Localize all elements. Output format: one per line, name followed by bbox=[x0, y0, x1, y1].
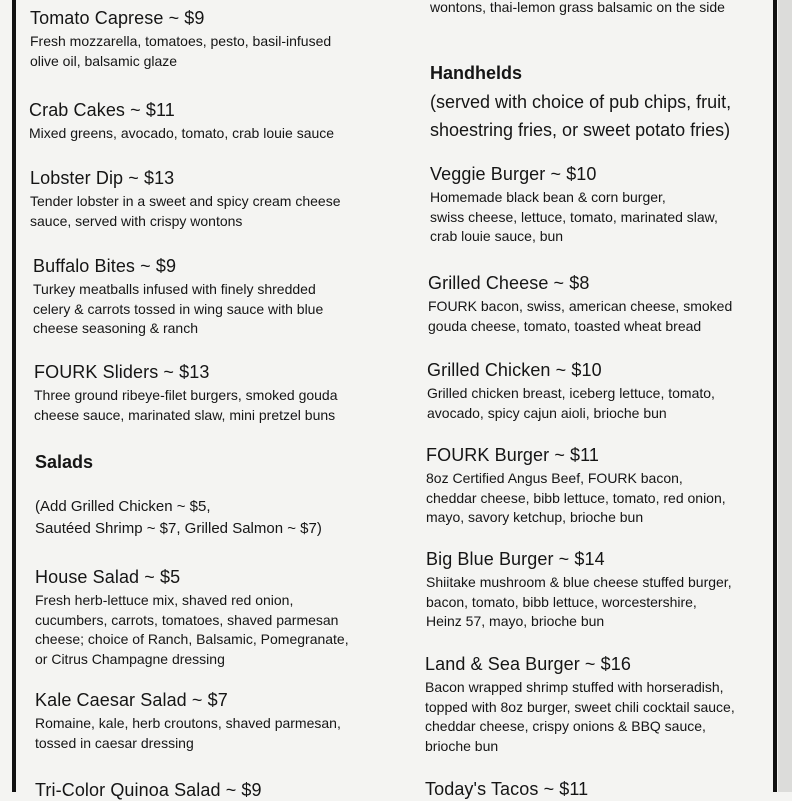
page-edge bbox=[778, 0, 792, 792]
menu-item-name: Tri-Color Quinoa Salad ~ $9 bbox=[35, 780, 262, 800]
menu-item bbox=[430, 163, 718, 247]
section-heading-salads: Salads bbox=[35, 452, 94, 472]
menu-item bbox=[30, 167, 341, 231]
menu-item-desc: Three ground ribeye-filet burgers, smoked gouda cheese sauce, marinated slaw, mini pretzel buns bbox=[34, 387, 338, 423]
menu-item-name: Land & Sea Burger ~ $16 bbox=[425, 654, 631, 674]
menu-item bbox=[427, 359, 715, 423]
menu-item-name: Grilled Cheese ~ $8 bbox=[428, 273, 590, 293]
menu-item-desc: Grilled chicken breast, iceberg lettuce, tomato, avocado, spicy cajun aioli, brioche bun bbox=[427, 385, 715, 421]
menu-item-name: Crab Cakes ~ $11 bbox=[29, 100, 175, 120]
menu-item-name: Big Blue Burger ~ $14 bbox=[426, 549, 605, 569]
section-heading-handhelds: Handhelds bbox=[430, 63, 523, 83]
menu-item-desc: Bacon wrapped shrimp stuffed with horseradish, topped with 8oz burger, sweet chili cocktail sauce, cheddar cheese, crispy onions & BBQ sauce, brioche bun bbox=[425, 679, 735, 754]
salads-addon-note: (Add Grilled Chicken ~ $5, Sautéed Shrimp ~ $7, Grilled Salmon ~ $7) bbox=[35, 498, 322, 537]
menu-item bbox=[35, 689, 341, 753]
menu-item-desc: Fresh herb-lettuce mix, shaved red onion, cucumbers, carrots, tomatoes, shaved parmesan cheese; choice of Ranch, Balsamic, Pomegranate, or Citrus Champagne dressing bbox=[35, 592, 349, 667]
handhelds-sides-note: (served with choice of pub chips, fruit, shoestring fries, or sweet potato fries) bbox=[430, 92, 732, 140]
menu-item bbox=[428, 272, 732, 336]
menu-item bbox=[425, 653, 735, 756]
menu-item-desc: Fresh mozzarella, tomatoes, pesto, basil-infused olive oil, balsamic glaze bbox=[30, 33, 332, 69]
menu-item-name: FOURK Sliders ~ $13 bbox=[34, 362, 210, 382]
menu-item bbox=[30, 7, 331, 71]
menu-item bbox=[426, 444, 726, 528]
menu-item-desc: Turkey meatballs infused with finely shredded celery & carrots tossed in wing sauce with blue cheese seasoning & ranch bbox=[33, 281, 324, 336]
menu-item-name: Kale Caesar Salad ~ $7 bbox=[35, 690, 228, 710]
menu-item-desc: Mixed greens, avocado, tomato, crab louie sauce bbox=[29, 125, 335, 141]
menu-item-name: Lobster Dip ~ $13 bbox=[30, 168, 175, 188]
menu-item bbox=[33, 255, 323, 339]
menu-item bbox=[35, 566, 349, 669]
previous-item-desc-fragment: wontons, thai-lemon grass balsamic on the side bbox=[430, 0, 725, 15]
menu-item-name: Tomato Caprese ~ $9 bbox=[30, 8, 205, 28]
menu-item bbox=[34, 361, 338, 425]
menu-item-desc: Shiitake mushroom & blue cheese stuffed burger, bacon, tomato, bibb lettuce, worcestershire, Heinz 57, mayo, brioche bun bbox=[426, 574, 732, 629]
menu-item-desc: Homemade black bean & corn burger, swiss cheese, lettuce, tomato, marinated slaw, crab louie sauce, bun bbox=[430, 189, 718, 244]
menu-border-right bbox=[773, 0, 777, 792]
menu-item-name: Grilled Chicken ~ $10 bbox=[427, 360, 602, 380]
menu-item-desc: FOURK bacon, swiss, american cheese, smoked gouda cheese, tomato, toasted wheat bread bbox=[428, 298, 733, 334]
menu-item-name: FOURK Burger ~ $11 bbox=[426, 445, 600, 465]
menu-item bbox=[425, 778, 588, 800]
menu-item-name: Veggie Burger ~ $10 bbox=[430, 164, 597, 184]
menu-item-desc: Tender lobster in a sweet and spicy cream cheese sauce, served with crispy wontons bbox=[30, 193, 341, 229]
menu-item bbox=[29, 99, 334, 144]
menu-item-name: Buffalo Bites ~ $9 bbox=[33, 256, 177, 276]
menu-item-name: House Salad ~ $5 bbox=[35, 567, 181, 587]
menu-border-left bbox=[12, 0, 16, 792]
menu-item-desc: 8oz Certified Angus Beef, FOURK bacon, cheddar cheese, bibb lettuce, tomato, red onion, mayo, savory ketchup, brioche bun bbox=[426, 470, 726, 525]
menu-item-name: Today's Tacos ~ $11 bbox=[425, 779, 589, 799]
menu-item bbox=[426, 548, 732, 632]
menu-item-desc: Romaine, kale, herb croutons, shaved parmesan, tossed in caesar dressing bbox=[35, 715, 341, 751]
menu-item bbox=[35, 779, 262, 801]
